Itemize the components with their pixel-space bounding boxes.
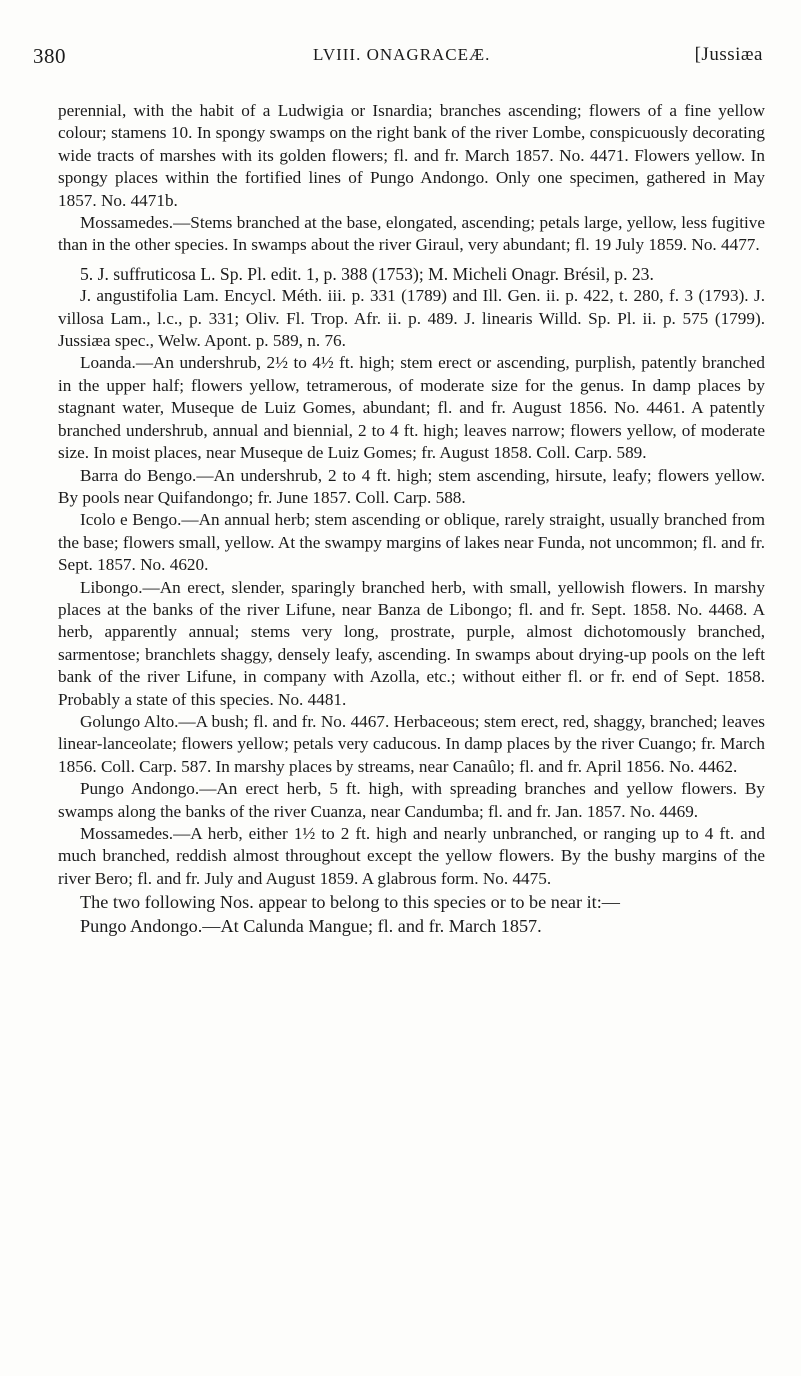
- species-heading: 5. J. suffruticosa L. Sp. Pl. edit. 1, p. 388 (1753); M. Micheli Onagr. Brésil, p. 23.: [80, 263, 654, 284]
- paragraph-barra-do-bengo: Barra do Bengo.—An undershrub, 2 to 4 ft. high; stem ascending, hirsute, leafy; flowers yellow. By pools near Quifandongo; fr. June 1857. Coll. Carp. 588.: [58, 465, 765, 507]
- paragraph-continuation: perennial, with the habit of a Ludwigia or Isnardia; branches ascending; flowers of a fine yellow colour; stamens 10. In spongy swamps on the right bank of the river Lombe, conspicuously decorating wide tracts of marshes with its golden flowers; fl. and fr. March 1857. No. 4471. Flowers yellow. In spongy places within the fortified lines of Pungo Andongo. Only one specimen, gathered in May 1857. No. 4471b.: [58, 101, 765, 210]
- section-title: [Jussiæa: [694, 44, 763, 65]
- paragraph-mossamedes-1: Mossamedes.—Stems branched at the base, elongated, ascending; petals large, yellow, less fugitive than in the other species. In swamps about the river Giraul, very abundant; fl. 19 July 1859. No. 4477.: [58, 213, 765, 255]
- paragraph-loanda: Loanda.—An undershrub, 2½ to 4½ ft. high; stem erect or ascending, purplish, patently branched in the upper half; flowers yellow, tetramerous, of moderate size for the genus. In damp places by stagnant water, Museque de Luiz Gomes, abundant; fl. and fr. August 1856. No. 4461. A patently branched undershrub, annual and biennial, 2 to 4 ft. high; leaves narrow; flowers yellow, of moderate size. In moist places, near Museque de Luiz Gomes; fr. August 1858. Coll. Carp. 589.: [58, 353, 765, 463]
- page-header: [33, 44, 765, 74]
- paragraph-mossamedes-2: Mossamedes.—A herb, either 1½ to 2 ft. high and nearly unbranched, or ranging up to 4 ft. and much branched, reddish almost throughout except the yellow flowers. By the bushy margins of the river Bero; fl. and fr. July and August 1859. A glabrous form. No. 4475.: [58, 824, 765, 888]
- paragraph-libongo: Libongo.—An erect, slender, sparingly branched herb, with small, yellowish flowers. In marshy places at the banks of the river Lifune, near Banza de Libongo; fl. and fr. Sept. 1858. No. 4468. A herb, apparently annual; stems very long, prostrate, purple, almost dichotomously branched, sarmentose; branchlets shaggy, densely leafy, ascending. In swamps about drying-up pools on the left bank of the river Lifune, in company with Azolla, etc.; without either fl. or fr. end of Sept. 1858. Probably a state of this species. No. 4481.: [58, 577, 765, 709]
- paragraph-following-nos: The two following Nos. appear to belong to this species or to be near it:—: [80, 892, 620, 913]
- paragraph-icolo-e-bengo: Icolo e Bengo.—An annual herb; stem ascending or oblique, rarely straight, usually branched from the base; flowers small, yellow. At the swampy margins of lakes near Funda, not uncommon; fl. and fr. Sept. 1857. No. 4620.: [58, 510, 765, 575]
- paragraph-pungo-andongo-1: Pungo Andongo.—An erect herb, 5 ft. high, with spreading branches and yellow flowers. By swamps along the banks of the river Cuanza, near Candumba; fl. and fr. Jan. 1857. No. 4469.: [58, 779, 765, 821]
- body-text: [58, 100, 765, 938]
- running-title: LVIII. ONAGRACEÆ.: [313, 45, 491, 64]
- page-number: 380: [33, 44, 66, 68]
- synonymy: J. angustifolia Lam. Encycl. Méth. iii. p. 331 (1789) and Ill. Gen. ii. p. 422, t. 280, f. 3 (1793). J. villosa Lam., l.c., p. 331; Oliv. Fl. Trop. Afr. ii. p. 489. J. linearis Willd. Sp. Pl. ii. p. 575 (1799). Jussiæa spec., Welw. Apont. p. 589, n. 76.: [58, 286, 765, 351]
- paragraph-golungo-alto: Golungo Alto.—A bush; fl. and fr. No. 4467. Herbaceous; stem erect, red, shaggy, branched; leaves linear-lanceolate; flowers yellow; petals very caducous. In damp places by the river Cuango; fr. March 1856. Coll. Carp. 587. In marshy places by streams, near Canaûlo; fl. and fr. April 1856. No. 4462.: [58, 711, 765, 776]
- paragraph-pungo-andongo-2: Pungo Andongo.—At Calunda Mangue; fl. and fr. March 1857.: [80, 916, 542, 937]
